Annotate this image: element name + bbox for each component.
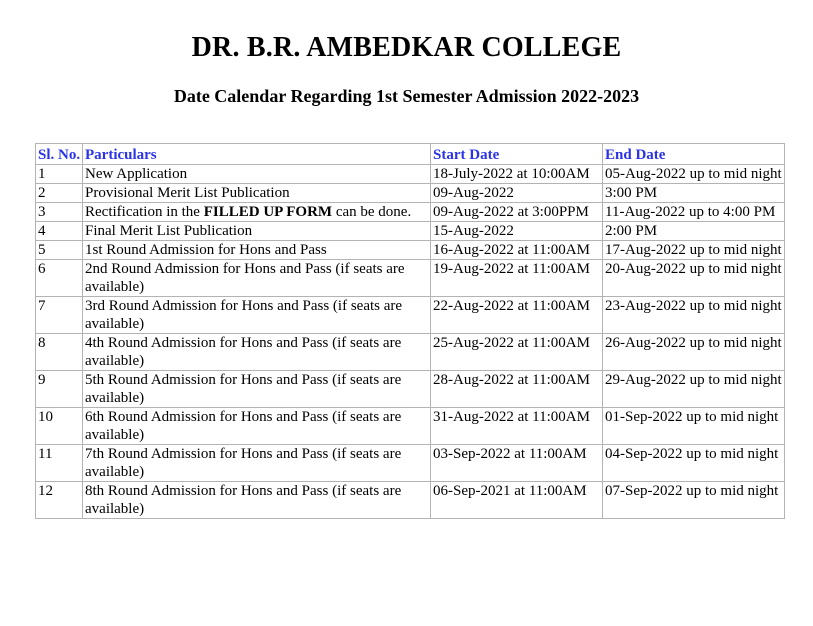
cell-sl-no: 7 xyxy=(36,297,83,334)
header-end-date: End Date xyxy=(603,144,785,165)
cell-particulars: 1st Round Admission for Hons and Pass xyxy=(83,241,431,260)
table-row xyxy=(36,408,785,445)
particulars-text: can be done. xyxy=(332,204,412,220)
cell-start-date: 22-Aug-2022 at 11:00AM xyxy=(431,297,603,334)
cell-end-date: 04-Sep-2022 up to mid night xyxy=(603,445,785,482)
cell-particulars: New Application xyxy=(83,165,431,184)
cell-start-date: 25-Aug-2022 at 11:00AM xyxy=(431,334,603,371)
cell-particulars: 5th Round Admission for Hons and Pass (if seats are available) xyxy=(83,371,431,408)
filled-up-form-emphasis: FILLED UP FORM xyxy=(203,204,333,220)
cell-sl-no: 5 xyxy=(36,241,83,260)
cell-end-date: 11-Aug-2022 up to 4:00 PM xyxy=(603,203,785,222)
table-header-row xyxy=(36,144,785,165)
table-row xyxy=(36,297,785,334)
cell-end-date: 23-Aug-2022 up to mid night xyxy=(603,297,785,334)
cell-particulars: Provisional Merit List Publication xyxy=(83,184,431,203)
table-row xyxy=(36,203,785,222)
cell-sl-no: 2 xyxy=(36,184,83,203)
admission-schedule-table xyxy=(35,143,785,519)
header-particulars: Particulars xyxy=(83,144,431,165)
header-start-date: Start Date xyxy=(431,144,603,165)
table-row xyxy=(36,165,785,184)
cell-sl-no: 12 xyxy=(36,482,83,519)
cell-start-date: 19-Aug-2022 at 11:00AM xyxy=(431,260,603,297)
cell-particulars: Final Merit List Publication xyxy=(83,222,431,241)
cell-end-date: 2:00 PM xyxy=(603,222,785,241)
cell-start-date: 28-Aug-2022 at 11:00AM xyxy=(431,371,603,408)
cell-start-date: 03-Sep-2022 at 11:00AM xyxy=(431,445,603,482)
cell-start-date: 31-Aug-2022 at 11:00AM xyxy=(431,408,603,445)
cell-sl-no: 3 xyxy=(36,203,83,222)
cell-sl-no: 1 xyxy=(36,165,83,184)
table-row xyxy=(36,482,785,519)
cell-end-date: 07-Sep-2022 up to mid night xyxy=(603,482,785,519)
cell-start-date: 18-July-2022 at 10:00AM xyxy=(431,165,603,184)
cell-end-date: 20-Aug-2022 up to mid night xyxy=(603,260,785,297)
cell-start-date: 15-Aug-2022 xyxy=(431,222,603,241)
table-row xyxy=(36,371,785,408)
cell-sl-no: 10 xyxy=(36,408,83,445)
cell-particulars: 8th Round Admission for Hons and Pass (if seats are available) xyxy=(83,482,431,519)
cell-particulars xyxy=(83,203,431,222)
cell-start-date: 09-Aug-2022 at 3:00PPM xyxy=(431,203,603,222)
cell-end-date: 3:00 PM xyxy=(603,184,785,203)
table-row xyxy=(36,445,785,482)
cell-particulars: 7th Round Admission for Hons and Pass (if seats are available) xyxy=(83,445,431,482)
cell-particulars: 3rd Round Admission for Hons and Pass (if seats are available) xyxy=(83,297,431,334)
cell-start-date: 16-Aug-2022 at 11:00AM xyxy=(431,241,603,260)
college-title: DR. B.R. AMBEDKAR COLLEGE xyxy=(191,32,622,63)
table-row xyxy=(36,260,785,297)
cell-sl-no: 9 xyxy=(36,371,83,408)
table-row xyxy=(36,241,785,260)
cell-particulars: 6th Round Admission for Hons and Pass (if seats are available) xyxy=(83,408,431,445)
header-sl-no: Sl. No. xyxy=(36,144,83,165)
particulars-text: Rectification in the xyxy=(85,204,204,220)
table-row xyxy=(36,222,785,241)
cell-sl-no: 8 xyxy=(36,334,83,371)
cell-end-date: 26-Aug-2022 up to mid night xyxy=(603,334,785,371)
cell-start-date: 06-Sep-2021 at 11:00AM xyxy=(431,482,603,519)
cell-start-date: 09-Aug-2022 xyxy=(431,184,603,203)
cell-particulars: 2nd Round Admission for Hons and Pass (if seats are available) xyxy=(83,260,431,297)
table-row xyxy=(36,184,785,203)
cell-sl-no: 4 xyxy=(36,222,83,241)
table-row xyxy=(36,334,785,371)
cell-end-date: 05-Aug-2022 up to mid night xyxy=(603,165,785,184)
cell-particulars: 4th Round Admission for Hons and Pass (if seats are available) xyxy=(83,334,431,371)
cell-end-date: 17-Aug-2022 up to mid night xyxy=(603,241,785,260)
cell-sl-no: 11 xyxy=(36,445,83,482)
cell-end-date: 01-Sep-2022 up to mid night xyxy=(603,408,785,445)
calendar-subtitle: Date Calendar Regarding 1st Semester Admission 2022-2023 xyxy=(173,86,640,106)
cell-end-date: 29-Aug-2022 up to mid night xyxy=(603,371,785,408)
cell-sl-no: 6 xyxy=(36,260,83,297)
